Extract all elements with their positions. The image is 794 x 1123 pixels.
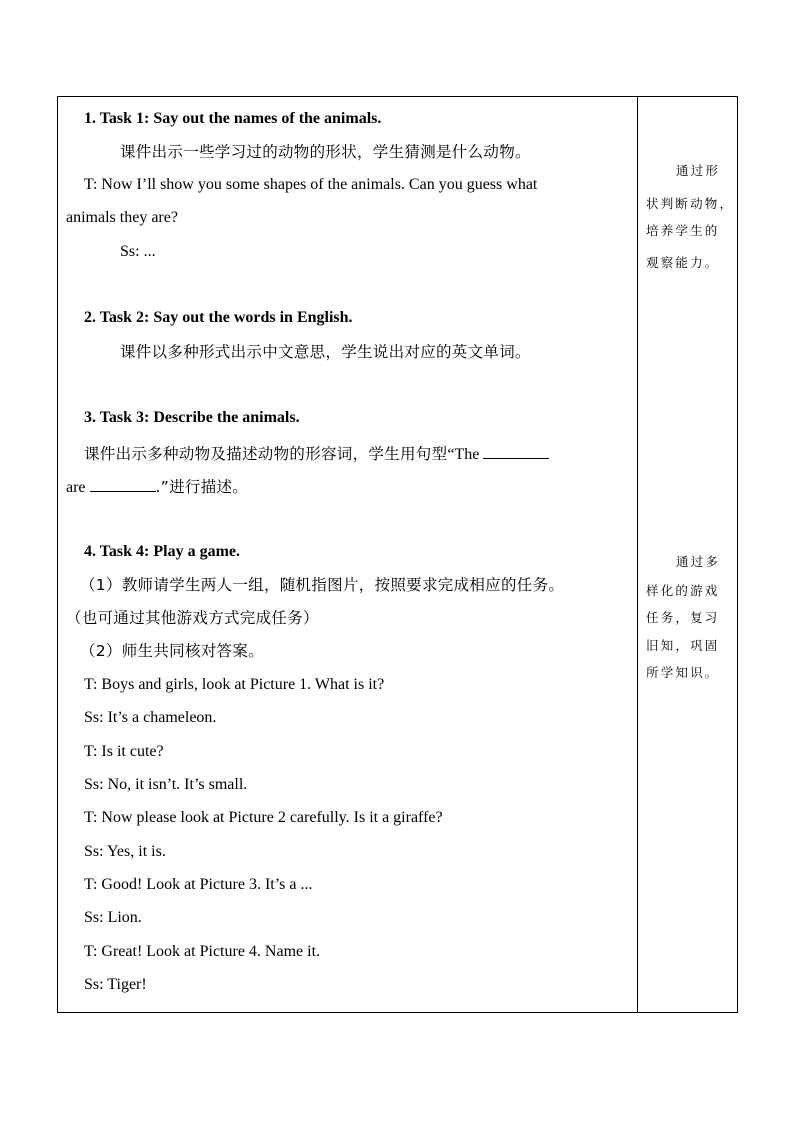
task4-heading: 4. Task 4: Play a game. (84, 543, 241, 560)
task4-step1-cont: （也可通过其他游戏方式完成任务） (66, 609, 319, 627)
task2-heading: 2. Task 2: Say out the words in English. (84, 309, 353, 326)
task3-line1 (84, 442, 549, 465)
dialogue-line: Ss: Lion. (84, 909, 142, 926)
dialogue-line: T: Good! Look at Picture 3. It’s a ... (84, 876, 313, 893)
task4-step1: （1）教师请学生两人一组，随机指图片，按照要求完成相应的任务。 (80, 576, 565, 594)
note2-line: 通过多 (676, 554, 721, 569)
dialogue-line: Ss: It’s a chameleon. (84, 709, 217, 726)
task3-quote: “The (447, 446, 480, 463)
dialogue-line: T: Great! Look at Picture 4. Name it. (84, 943, 321, 960)
task1-students: Ss: ... (120, 243, 156, 260)
note2-line: 旧知，巩固 (646, 638, 720, 653)
note1-line: 状判断动物， (646, 196, 735, 211)
note1-line: 观察能力。 (646, 255, 720, 270)
task3-end: .”进行描述。 (155, 478, 249, 496)
task3-are: are (66, 479, 86, 496)
dialogue-line: Ss: Yes, it is. (84, 843, 166, 860)
note1-line: 培养学生的 (646, 223, 720, 238)
dialogue-line: T: Now please look at Picture 2 carefully. Is it a giraffe? (84, 809, 443, 826)
task1-teacher-line2: animals they are? (66, 209, 178, 226)
procedure-column (58, 97, 636, 1012)
task1-teacher-line1: T: Now I’ll show you some shapes of the animals. Can you guess what (84, 176, 538, 193)
design-notes-column (638, 97, 737, 1012)
dialogue-line: Ss: No, it isn’t. It’s small. (84, 776, 248, 793)
lesson-table (57, 96, 738, 1013)
task2-chinese: 课件以多种形式出示中文意思，学生说出对应的英文单词。 (120, 343, 531, 361)
note2-line: 所学知识。 (646, 665, 720, 680)
task1-heading: 1. Task 1: Say out the names of the animals. (84, 110, 382, 127)
note2-line: 任务，复习 (646, 610, 720, 625)
task4-step2: （2）师生共同核对答案。 (80, 642, 264, 660)
task3-line2 (66, 475, 248, 498)
dialogue-line: Ss: Tiger! (84, 976, 147, 993)
fill-blank (90, 475, 156, 492)
dialogue-line: T: Boys and girls, look at Picture 1. What is it? (84, 676, 385, 693)
fill-blank (483, 442, 549, 459)
task3-heading: 3. Task 3: Describe the animals. (84, 409, 300, 426)
dialogue-line: T: Is it cute? (84, 743, 164, 760)
note1-line: 通过形 (676, 163, 721, 178)
task3-chinese: 课件出示多种动物及描述动物的形容词，学生用句型 (84, 445, 448, 463)
note2-line: 样化的游戏 (646, 583, 720, 598)
task1-chinese: 课件出示一些学习过的动物的形状，学生猜测是什么动物。 (120, 143, 531, 161)
